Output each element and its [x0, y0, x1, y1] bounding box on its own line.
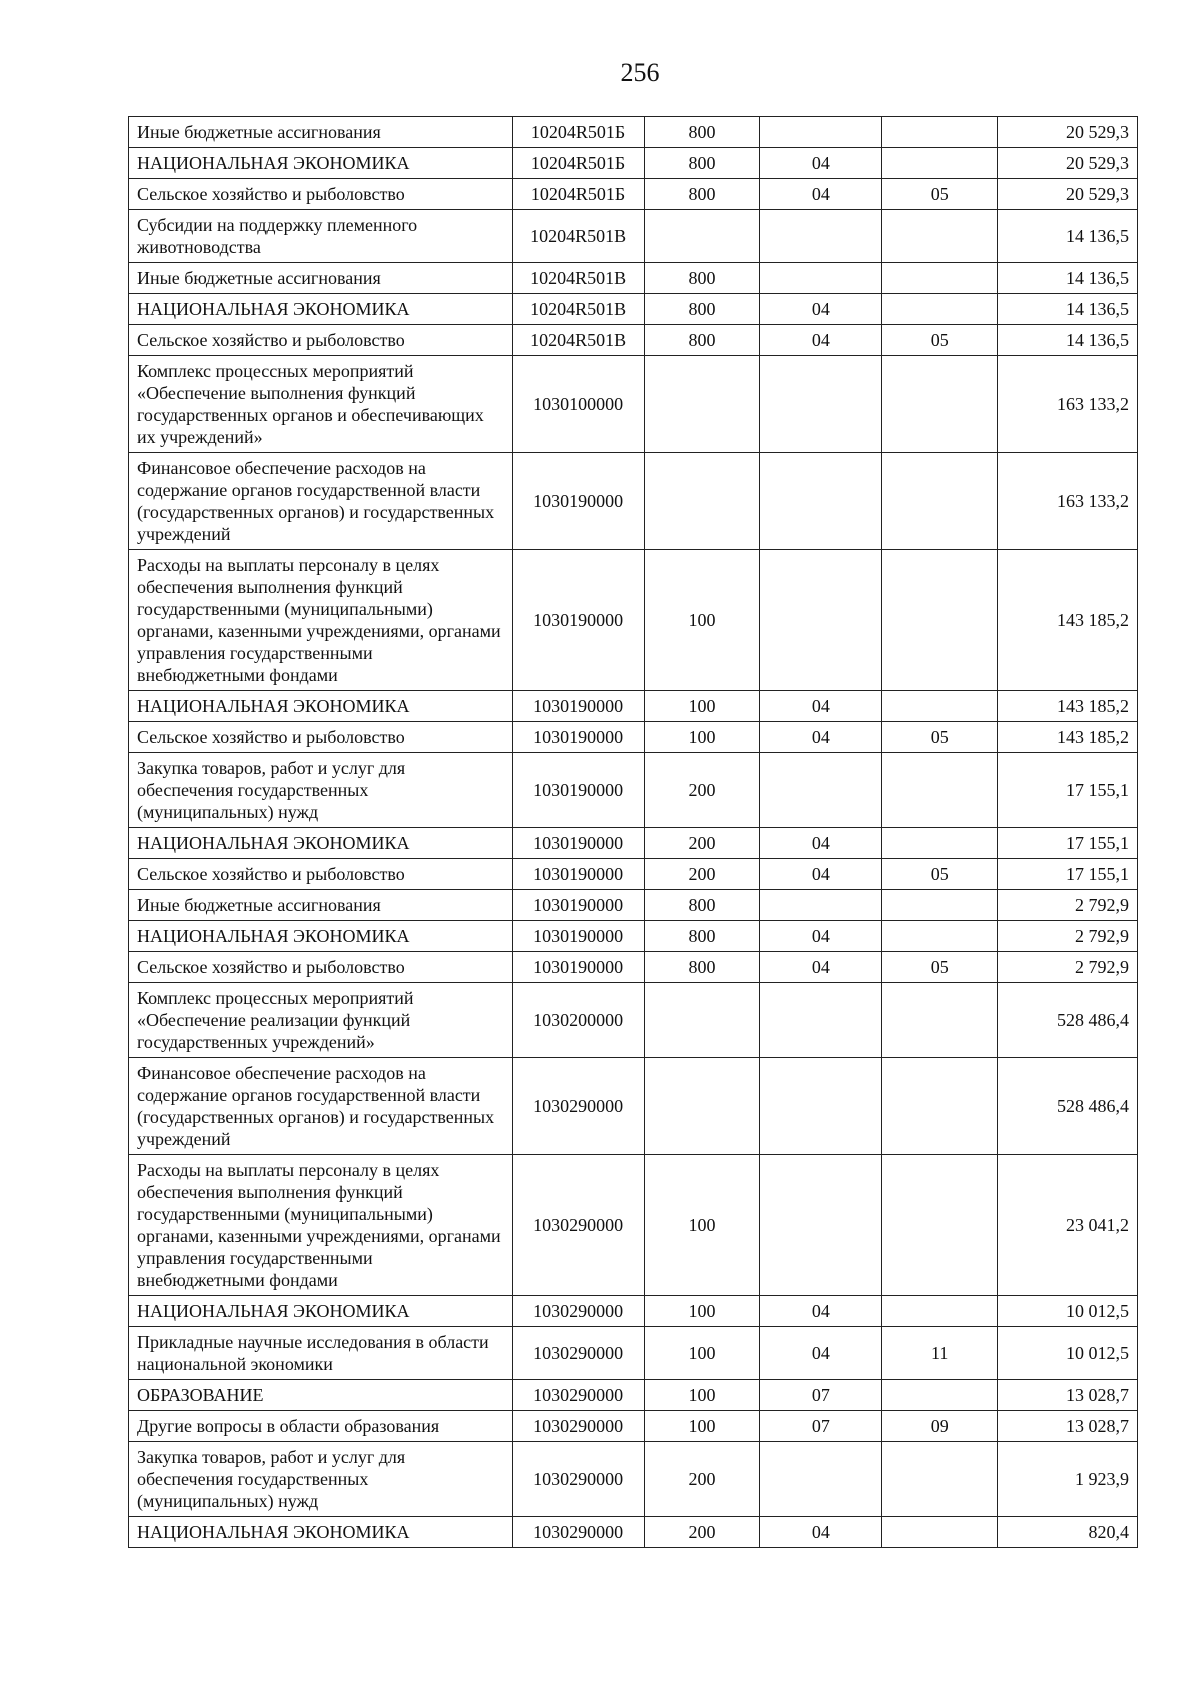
- expense-name-cell: Прикладные научные исследования в области национальной экономики: [129, 1327, 513, 1380]
- amount-cell: 14 136,5: [998, 263, 1138, 294]
- amount-cell: 14 136,5: [998, 294, 1138, 325]
- subsection-cell: 11: [882, 1327, 998, 1380]
- expense-type-cell: 800: [644, 952, 760, 983]
- expense-name-cell: НАЦИОНАЛЬНАЯ ЭКОНОМИКА: [129, 691, 513, 722]
- subsection-cell: [882, 1058, 998, 1155]
- table-row: [129, 1442, 1138, 1517]
- table-row: [129, 828, 1138, 859]
- expense-name-cell: НАЦИОНАЛЬНАЯ ЭКОНОМИКА: [129, 148, 513, 179]
- expense-name-cell: ОБРАЗОВАНИЕ: [129, 1380, 513, 1411]
- expense-type-cell: 100: [644, 1327, 760, 1380]
- target-article-cell: 10204R501Б: [512, 179, 644, 210]
- amount-cell: 13 028,7: [998, 1380, 1138, 1411]
- section-cell: 07: [760, 1411, 882, 1442]
- expense-name-cell: Расходы на выплаты персоналу в целях обеспечения выполнения функций государственными (муниципальными) органами, казенными учреждениями, органами управления государственными внебюджетными фондами: [129, 1155, 513, 1296]
- table-row: [129, 263, 1138, 294]
- target-article-cell: 1030100000: [512, 356, 644, 453]
- amount-cell: 2 792,9: [998, 952, 1138, 983]
- table-row: [129, 753, 1138, 828]
- amount-cell: 17 155,1: [998, 859, 1138, 890]
- amount-cell: 1 923,9: [998, 1442, 1138, 1517]
- expense-name-cell: НАЦИОНАЛЬНАЯ ЭКОНОМИКА: [129, 1296, 513, 1327]
- subsection-cell: [882, 753, 998, 828]
- section-cell: [760, 117, 882, 148]
- section-cell: [760, 1155, 882, 1296]
- table-row: [129, 1155, 1138, 1296]
- amount-cell: 20 529,3: [998, 117, 1138, 148]
- expense-name-cell: Иные бюджетные ассигнования: [129, 117, 513, 148]
- amount-cell: 143 185,2: [998, 550, 1138, 691]
- expense-type-cell: 100: [644, 1296, 760, 1327]
- expense-type-cell: 200: [644, 859, 760, 890]
- expense-type-cell: [644, 356, 760, 453]
- amount-cell: 10 012,5: [998, 1296, 1138, 1327]
- target-article-cell: 1030190000: [512, 691, 644, 722]
- section-cell: 04: [760, 722, 882, 753]
- table-row: [129, 550, 1138, 691]
- expense-type-cell: 200: [644, 753, 760, 828]
- section-cell: 04: [760, 859, 882, 890]
- expense-name-cell: Сельское хозяйство и рыболовство: [129, 722, 513, 753]
- amount-cell: 17 155,1: [998, 828, 1138, 859]
- section-cell: [760, 1442, 882, 1517]
- table-row: [129, 890, 1138, 921]
- amount-cell: 820,4: [998, 1517, 1138, 1548]
- expense-type-cell: 800: [644, 179, 760, 210]
- section-cell: 04: [760, 691, 882, 722]
- expense-type-cell: 100: [644, 550, 760, 691]
- expense-type-cell: 800: [644, 117, 760, 148]
- expense-name-cell: Расходы на выплаты персоналу в целях обеспечения выполнения функций государственными (муниципальными) органами, казенными учреждениями, органами управления государственными внебюджетными фондами: [129, 550, 513, 691]
- target-article-cell: 1030190000: [512, 952, 644, 983]
- subsection-cell: 05: [882, 325, 998, 356]
- table-row: [129, 325, 1138, 356]
- target-article-cell: 1030190000: [512, 828, 644, 859]
- expense-name-cell: Субсидии на поддержку племенного животноводства: [129, 210, 513, 263]
- target-article-cell: 1030190000: [512, 859, 644, 890]
- target-article-cell: 1030190000: [512, 722, 644, 753]
- amount-cell: 163 133,2: [998, 356, 1138, 453]
- budget-table: [128, 116, 1138, 1548]
- subsection-cell: [882, 1380, 998, 1411]
- section-cell: [760, 210, 882, 263]
- section-cell: [760, 1058, 882, 1155]
- subsection-cell: [882, 691, 998, 722]
- subsection-cell: [882, 1517, 998, 1548]
- table-row: [129, 453, 1138, 550]
- amount-cell: 10 012,5: [998, 1327, 1138, 1380]
- expense-type-cell: 800: [644, 325, 760, 356]
- section-cell: 04: [760, 179, 882, 210]
- target-article-cell: 10204R501В: [512, 294, 644, 325]
- section-cell: 04: [760, 952, 882, 983]
- amount-cell: 143 185,2: [998, 722, 1138, 753]
- amount-cell: 528 486,4: [998, 1058, 1138, 1155]
- expense-name-cell: НАЦИОНАЛЬНАЯ ЭКОНОМИКА: [129, 921, 513, 952]
- amount-cell: 13 028,7: [998, 1411, 1138, 1442]
- expense-type-cell: 200: [644, 828, 760, 859]
- subsection-cell: 05: [882, 952, 998, 983]
- expense-type-cell: 800: [644, 890, 760, 921]
- table-row: [129, 210, 1138, 263]
- expense-type-cell: 800: [644, 263, 760, 294]
- target-article-cell: 1030200000: [512, 983, 644, 1058]
- expense-name-cell: Комплекс процессных мероприятий «Обеспечение выполнения функций государственных органов и обеспечивающих их учреждений»: [129, 356, 513, 453]
- subsection-cell: [882, 921, 998, 952]
- subsection-cell: [882, 890, 998, 921]
- section-cell: 04: [760, 828, 882, 859]
- table-row: [129, 1058, 1138, 1155]
- section-cell: 04: [760, 294, 882, 325]
- section-cell: [760, 983, 882, 1058]
- target-article-cell: 1030290000: [512, 1442, 644, 1517]
- table-row: [129, 859, 1138, 890]
- table-row: [129, 294, 1138, 325]
- target-article-cell: 1030290000: [512, 1058, 644, 1155]
- target-article-cell: 10204R501Б: [512, 117, 644, 148]
- target-article-cell: 1030190000: [512, 890, 644, 921]
- amount-cell: 2 792,9: [998, 890, 1138, 921]
- section-cell: [760, 753, 882, 828]
- section-cell: 04: [760, 1296, 882, 1327]
- expense-name-cell: Сельское хозяйство и рыболовство: [129, 952, 513, 983]
- section-cell: 04: [760, 1517, 882, 1548]
- expense-name-cell: НАЦИОНАЛЬНАЯ ЭКОНОМИКА: [129, 828, 513, 859]
- subsection-cell: 05: [882, 859, 998, 890]
- amount-cell: 528 486,4: [998, 983, 1138, 1058]
- section-cell: 07: [760, 1380, 882, 1411]
- section-cell: 04: [760, 148, 882, 179]
- target-article-cell: 1030290000: [512, 1296, 644, 1327]
- subsection-cell: 05: [882, 722, 998, 753]
- expense-type-cell: 800: [644, 148, 760, 179]
- expense-name-cell: Сельское хозяйство и рыболовство: [129, 179, 513, 210]
- expense-type-cell: 800: [644, 921, 760, 952]
- target-article-cell: 1030190000: [512, 753, 644, 828]
- amount-cell: 14 136,5: [998, 325, 1138, 356]
- subsection-cell: [882, 356, 998, 453]
- table-row: [129, 1411, 1138, 1442]
- expense-type-cell: [644, 983, 760, 1058]
- expense-type-cell: 100: [644, 1411, 760, 1442]
- expense-name-cell: Комплекс процессных мероприятий «Обеспечение реализации функций государственных учреждений»: [129, 983, 513, 1058]
- expense-name-cell: Закупка товаров, работ и услуг для обеспечения государственных (муниципальных) нужд: [129, 753, 513, 828]
- subsection-cell: 09: [882, 1411, 998, 1442]
- table-row: [129, 1380, 1138, 1411]
- section-cell: [760, 263, 882, 294]
- section-cell: 04: [760, 1327, 882, 1380]
- section-cell: [760, 550, 882, 691]
- section-cell: [760, 890, 882, 921]
- expense-name-cell: Финансовое обеспечение расходов на содержание органов государственной власти (государственных органов) и государственных учреждений: [129, 453, 513, 550]
- expense-name-cell: Иные бюджетные ассигнования: [129, 263, 513, 294]
- expense-name-cell: НАЦИОНАЛЬНАЯ ЭКОНОМИКА: [129, 294, 513, 325]
- table-row: [129, 148, 1138, 179]
- amount-cell: 20 529,3: [998, 179, 1138, 210]
- expense-name-cell: Иные бюджетные ассигнования: [129, 890, 513, 921]
- subsection-cell: [882, 117, 998, 148]
- expense-type-cell: 200: [644, 1517, 760, 1548]
- expense-type-cell: 100: [644, 1155, 760, 1296]
- table-row: [129, 983, 1138, 1058]
- amount-cell: 143 185,2: [998, 691, 1138, 722]
- expense-type-cell: [644, 453, 760, 550]
- target-article-cell: 10204R501В: [512, 325, 644, 356]
- subsection-cell: [882, 294, 998, 325]
- table-row: [129, 1296, 1138, 1327]
- target-article-cell: 10204R501Б: [512, 148, 644, 179]
- target-article-cell: 1030190000: [512, 550, 644, 691]
- amount-cell: 14 136,5: [998, 210, 1138, 263]
- target-article-cell: 1030290000: [512, 1411, 644, 1442]
- amount-cell: 17 155,1: [998, 753, 1138, 828]
- target-article-cell: 10204R501В: [512, 263, 644, 294]
- table-body: [129, 117, 1138, 1548]
- target-article-cell: 1030290000: [512, 1380, 644, 1411]
- amount-cell: 23 041,2: [998, 1155, 1138, 1296]
- table-row: [129, 179, 1138, 210]
- section-cell: 04: [760, 921, 882, 952]
- section-cell: 04: [760, 325, 882, 356]
- table-row: [129, 722, 1138, 753]
- expense-name-cell: НАЦИОНАЛЬНАЯ ЭКОНОМИКА: [129, 1517, 513, 1548]
- table-row: [129, 952, 1138, 983]
- expense-name-cell: Закупка товаров, работ и услуг для обеспечения государственных (муниципальных) нужд: [129, 1442, 513, 1517]
- section-cell: [760, 453, 882, 550]
- expense-name-cell: Другие вопросы в области образования: [129, 1411, 513, 1442]
- amount-cell: 2 792,9: [998, 921, 1138, 952]
- amount-cell: 163 133,2: [998, 453, 1138, 550]
- target-article-cell: 1030290000: [512, 1155, 644, 1296]
- subsection-cell: [882, 550, 998, 691]
- subsection-cell: [882, 210, 998, 263]
- expense-name-cell: Сельское хозяйство и рыболовство: [129, 859, 513, 890]
- expense-name-cell: Сельское хозяйство и рыболовство: [129, 325, 513, 356]
- table-row: [129, 356, 1138, 453]
- subsection-cell: [882, 1155, 998, 1296]
- target-article-cell: 10204R501В: [512, 210, 644, 263]
- subsection-cell: [882, 828, 998, 859]
- target-article-cell: 1030190000: [512, 453, 644, 550]
- amount-cell: 20 529,3: [998, 148, 1138, 179]
- subsection-cell: [882, 983, 998, 1058]
- expense-type-cell: 100: [644, 1380, 760, 1411]
- expense-name-cell: Финансовое обеспечение расходов на содержание органов государственной власти (государственных органов) и государственных учреждений: [129, 1058, 513, 1155]
- table-row: [129, 691, 1138, 722]
- expense-type-cell: [644, 210, 760, 263]
- subsection-cell: 05: [882, 179, 998, 210]
- subsection-cell: [882, 1442, 998, 1517]
- expense-type-cell: 200: [644, 1442, 760, 1517]
- target-article-cell: 1030290000: [512, 1517, 644, 1548]
- target-article-cell: 1030290000: [512, 1327, 644, 1380]
- table-row: [129, 117, 1138, 148]
- expense-type-cell: 100: [644, 722, 760, 753]
- table-row: [129, 1327, 1138, 1380]
- target-article-cell: 1030190000: [512, 921, 644, 952]
- page-number: 256: [620, 58, 660, 87]
- expense-type-cell: 800: [644, 294, 760, 325]
- subsection-cell: [882, 148, 998, 179]
- subsection-cell: [882, 263, 998, 294]
- table-row: [129, 1517, 1138, 1548]
- table-row: [129, 921, 1138, 952]
- expense-type-cell: [644, 1058, 760, 1155]
- subsection-cell: [882, 1296, 998, 1327]
- subsection-cell: [882, 453, 998, 550]
- expense-type-cell: 100: [644, 691, 760, 722]
- section-cell: [760, 356, 882, 453]
